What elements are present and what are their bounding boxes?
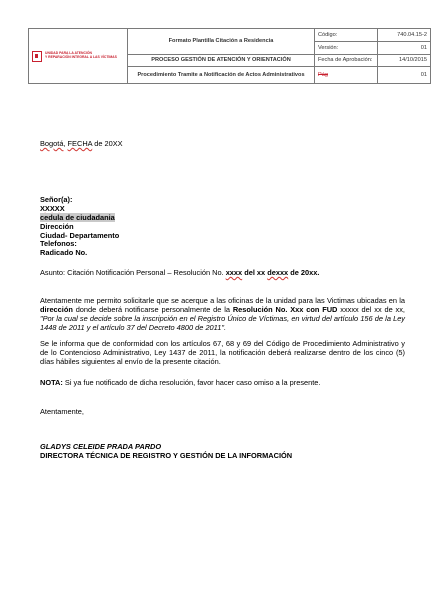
signer-title: DIRECTORA TÉCNICA DE REGISTRO Y GESTIÓN DE LA INFORMACIÓN — [40, 450, 293, 460]
codigo-value: 740.04.15-2 — [378, 29, 431, 42]
fecha-aprobacion-label: Fecha de Aprobación: — [315, 55, 378, 67]
codigo-label: Código: — [315, 29, 378, 42]
logo-text-line-1: UNIDAD PARA LA ATENCIÓN — [45, 51, 92, 56]
subject-line: Asunto: Citación Notificación Personal – Resolución No. xxxx del xx dexxx de 20xx. — [40, 268, 320, 277]
closing: Atentamente, — [40, 407, 84, 416]
pagina-value: 01 — [378, 67, 431, 84]
recipient-phones: Telefonos: — [40, 239, 77, 249]
version-value: 01 — [378, 42, 431, 55]
paragraph-citation: Atentamente me permito solicitarle que se acerque a las oficinas de la unidad para las Victimas ubicadas en la dirección donde deberá notificarse personalmente de la Resolución No. Xxx con FUD xxxxx del xx de xx, "Por la cual se decide sobre la inscripción en el Registro Único de Víctimas, en virtud del artículo 156 de la Ley 1448 de 2011 y el artículo 37 del Decreto 4800 de 2011". — [40, 296, 405, 332]
recipient-block — [40, 196, 119, 258]
logo-text-line-2: Y REPARACIÓN INTEGRAL A LAS VÍCTIMAS — [45, 55, 117, 59]
paragraph-legal-notice: Se le informa que de conformidad con los artículos 67, 68 y 69 del Código de Procedimiento Administrativo y de lo Contencioso Administrativo, Ley 1437 de 2011, la notificación deberá realizarse dentro de los cinco (5) días hábiles siguientes al envío de la presente citación. — [40, 339, 405, 366]
date-year: de 20XX — [92, 139, 123, 148]
salutation: Señor(a): — [40, 195, 73, 204]
unidad-victimas-logo — [32, 51, 124, 62]
fecha-aprobacion-value: 14/10/2015 — [378, 55, 431, 67]
radicado-number: Radicado No. — [40, 248, 88, 258]
date-placeholder: FECHA — [67, 139, 93, 148]
recipient-city-dept: Ciudad- Departamento — [40, 230, 120, 240]
document-header-table — [28, 28, 431, 84]
signature-block — [40, 443, 292, 461]
process-title: PROCESO GESTIÓN DE ATENCIÓN Y ORIENTACIÓN — [128, 55, 315, 67]
recipient-name: XXXXX — [40, 203, 65, 213]
recipient-address: Dirección — [40, 221, 74, 231]
pagina-label: Pág — [315, 67, 378, 84]
signer-name: GLADYS CELEIDE PRADA PARDO — [40, 442, 162, 451]
note-line: NOTA: Si ya fue notificado de dicha resolución, favor hacer caso omiso a la presente. — [40, 378, 321, 387]
format-title: Formato Plantilla Citación a Residencia — [128, 29, 315, 55]
version-label: Versión: — [315, 42, 378, 55]
procedure-title: Procedimiento Tramite a Notificación de Actos Administrativos — [128, 67, 315, 84]
city-text: Bogotá — [40, 139, 64, 148]
date-line: Bogotá, FECHA de 20XX — [40, 139, 123, 148]
logo-cell — [29, 29, 128, 84]
logo-emblem-icon — [32, 51, 42, 62]
recipient-id: cedula de ciudadania — [40, 212, 115, 222]
